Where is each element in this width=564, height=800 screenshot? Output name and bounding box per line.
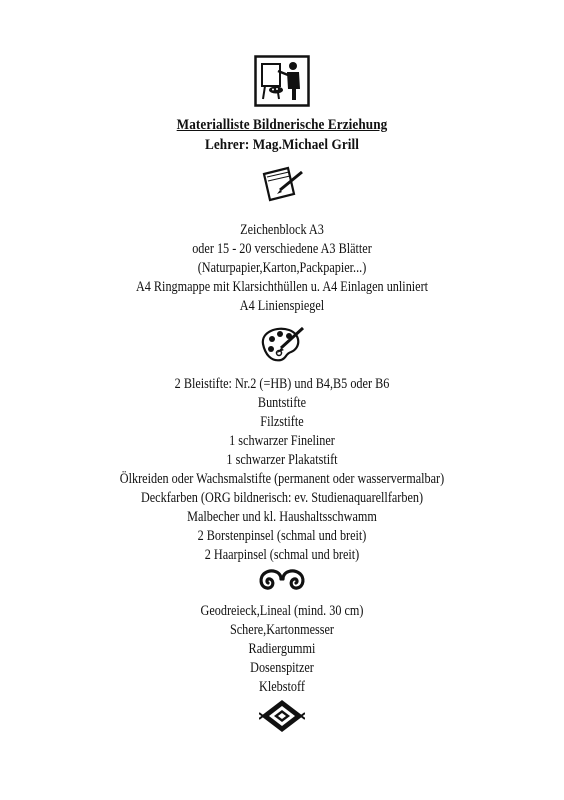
list-item: Malbecher und kl. Haushaltsschwamm: [187, 509, 377, 525]
list-item: Filzstifte: [260, 414, 304, 430]
list-item: (Naturpapier,Karton,Packpapier...): [197, 260, 367, 276]
palette-brush-icon: [257, 322, 307, 364]
tools-list: [0, 602, 564, 697]
teacher-name: Lehrer: Mag.Michael Grill: [204, 137, 360, 153]
list-item: 2 Borstenpinsel (schmal und breit): [197, 528, 367, 544]
list-item: Dosenspitzer: [250, 660, 314, 676]
list-item: Ölkreiden oder Wachsmalstifte (permanent oder wasservermalbar): [119, 471, 445, 487]
list-item: Zeichenblock A3: [240, 222, 324, 238]
list-item: Buntstifte: [257, 395, 307, 411]
list-item: Deckfarben (ORG bildnerisch: ev. Studienaquarellfarben): [140, 490, 424, 506]
painter-at-easel-icon: [254, 55, 310, 107]
list-item: Schere,Kartonmesser: [229, 622, 335, 638]
list-item: Radiergummi: [248, 641, 316, 657]
diamond-ornament-icon: [259, 698, 305, 734]
list-item: 1 schwarzer Fineliner: [229, 433, 335, 449]
page-title: Materialliste Bildnerische Erziehung: [176, 117, 388, 133]
list-item: oder 15 - 20 verschiedene A3 Blätter: [192, 241, 372, 257]
list-item: 2 Haarpinsel (schmal und breit): [204, 547, 360, 563]
double-swirl-icon: [257, 567, 307, 591]
drawing-materials-list: [0, 375, 564, 565]
list-item: A4 Linienspiegel: [239, 298, 325, 314]
list-item: Geodreieck,Lineal (mind. 30 cm): [200, 603, 364, 619]
list-item: A4 Ringmappe mit Klarsichthüllen u. A4 Einlagen unliniert: [135, 279, 429, 295]
list-item: 2 Bleistifte: Nr.2 (=HB) und B4,B5 oder B6: [174, 376, 390, 392]
list-item: Klebstoff: [259, 679, 305, 695]
list-item: 1 schwarzer Plakatstift: [226, 452, 338, 468]
paper-materials-list: [0, 221, 564, 316]
notepad-pencil-icon: [258, 164, 306, 204]
